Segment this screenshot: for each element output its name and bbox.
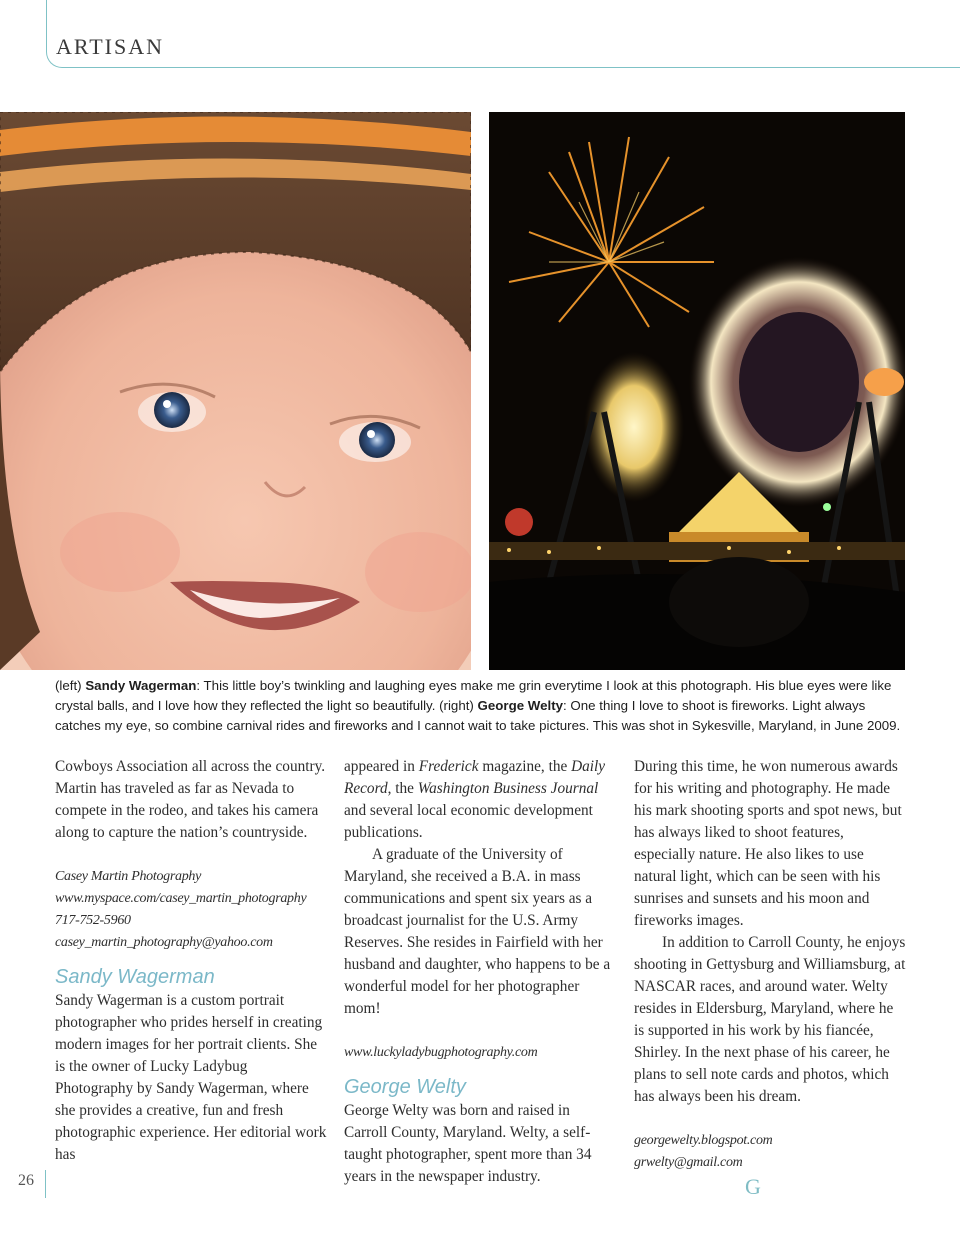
section-label: ARTISAN (56, 34, 165, 59)
article-column-1 (55, 756, 327, 1166)
body-paragraph: George Welty was born and raised in Carroll County, Maryland. Welty, a self-taught photographer, spent more than 34 years in the newspaper industry. (344, 1102, 592, 1185)
text-run: appeared in (344, 758, 419, 775)
carnival-fireworks-photo (489, 112, 905, 670)
email-link[interactable]: grwelty@gmail.com (634, 1155, 743, 1170)
photo-caption (55, 676, 905, 736)
caption-left-name: Sandy Wagerman (85, 678, 197, 693)
text-run: , the (387, 780, 418, 797)
publication-title: Daily Record (344, 758, 606, 797)
article-column-3 (634, 756, 906, 1174)
body-paragraph: Cowboys Association all across the country. Martin has traveled as far as Nevada to compete in the rodeo, and takes his camera along to capture the nation’s countryside. (55, 758, 326, 841)
body-paragraph: A graduate of the University of Maryland, she received a B.A. in mass communications and spent six years as a broadcast journalist for the U.S. Army Reserves. She resides in Fairfield with her husband and daughter, who happens to be a wonderful model for her photographer mom! (344, 846, 611, 1017)
page-number: 26 (18, 1172, 34, 1189)
text-run: and several local economic development publications. (344, 802, 593, 841)
publication-title: Frederick (418, 758, 479, 775)
subhead-george-welty: George Welty (344, 1076, 466, 1098)
contact-email-link[interactable]: casey_martin_photography@yahoo.com (55, 935, 273, 950)
body-paragraph: Sandy Wagerman is a custom portrait photographer who prides herself in creating modern images for her portrait clients. She is the owner of Lucky Ladybug Photography by Sandy Wagerman, where she provides a creative, fun and fresh photographic experience. Her editorial work has (55, 992, 327, 1163)
caption-left-tag: (left) (55, 678, 82, 693)
contact-url-link[interactable]: www.myspace.com/casey_martin_photography (55, 891, 307, 906)
article-column-2 (344, 756, 616, 1188)
contact-phone: 717-752-5960 (55, 913, 131, 928)
body-paragraph (344, 756, 616, 844)
caption-left-text: : This little boy’s twinkling and laughing eyes make me grin everytime I look at this photograph. His blue eyes were like crystal balls, and I love how they reflected the light so beautifully. (55, 678, 892, 713)
publication-title: Washington Business Journal (417, 780, 599, 797)
subhead-sandy-wagerman: Sandy Wagerman (55, 966, 215, 988)
smiling-baby-photo (0, 112, 471, 670)
magazine-logo-icon: G (745, 1174, 761, 1199)
body-paragraph: During this time, he won numerous awards for his writing and photography. He made his mark shooting sports and spot news, but has always liked to shoot features, especially nature. He also likes to use natural light, which can be seen with his sunrises and sunsets and his moon and fireworks images. (634, 758, 902, 929)
contact-name: Casey Martin Photography (55, 869, 202, 884)
body-paragraph: In addition to Carroll County, he enjoys shooting in Gettysburg and Williamsburg, at NASCAR races, and around water. Welty resides in Eldersburg, Maryland, where he is supported in his work by his fiancée, Shirley. In the next phase of his career, he plans to sell note cards and photos, which has always been his dream. (634, 934, 906, 1105)
caption-right-tag: (right) (439, 698, 474, 713)
header-rule (46, 0, 960, 68)
website-link[interactable]: georgewelty.blogspot.com (634, 1133, 773, 1148)
caption-right-name: George Welty (477, 698, 564, 713)
caption-right-text: : One thing I love to shoot is fireworks. Light always catches my eye, so combine carnival rides and fireworks and I cannot wait to take pictures. This was shot in Sykesville, Maryland, in June 2009. (55, 698, 901, 733)
text-run: magazine, the (478, 758, 572, 775)
website-link[interactable]: www.luckyladybugphotography.com (344, 1045, 538, 1060)
